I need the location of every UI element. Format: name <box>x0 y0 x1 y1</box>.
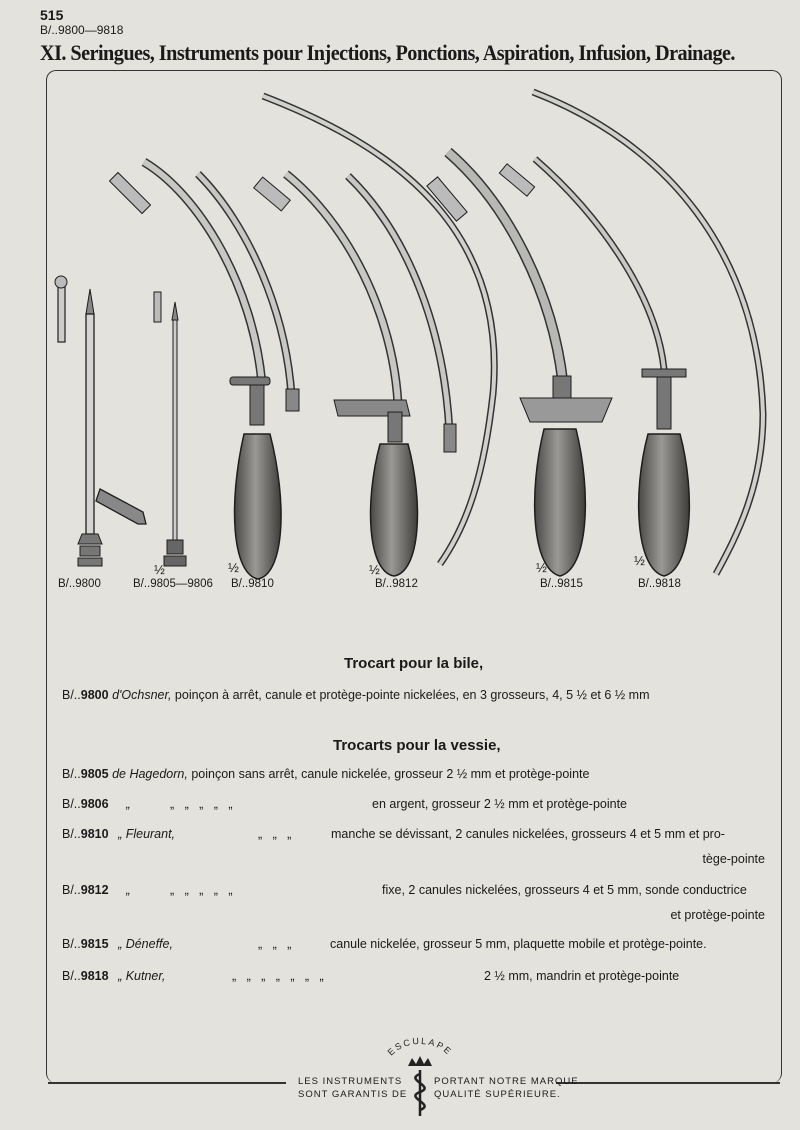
entry-prefix: B/.. <box>62 688 81 702</box>
footer-rule-right <box>556 1082 780 1084</box>
entry-name: de Hagedorn, <box>112 767 188 781</box>
entry-name: „ <box>126 797 131 811</box>
figure-label-9812: B/..9812 <box>375 578 418 590</box>
crown-icon <box>408 1056 432 1066</box>
entry-description: poinçon sans arrêt, canule nickelée, grosseur 2 ½ mm et protège-pointe <box>191 767 590 781</box>
entry-prefix: B/.. <box>62 797 81 811</box>
catalog-entry-9805 <box>62 767 589 781</box>
half-size-mark: ½ <box>228 560 239 575</box>
ditto-marks: „ „ „ <box>258 937 292 951</box>
entry-code: 9812 <box>80 883 109 897</box>
half-size-mark: ½ <box>369 562 380 577</box>
figure-label-9805: B/..9805—9806 <box>133 578 213 590</box>
footer-left-line1: LES INSTRUMENTS <box>298 1076 403 1087</box>
figure-label-9800: B/..9800 <box>58 578 101 590</box>
entry-code: 9818 <box>80 969 109 983</box>
catalog-entry-9812 <box>62 883 130 897</box>
half-size-mark: ½ <box>154 562 165 577</box>
caduceus-icon <box>415 1070 424 1116</box>
entry-name: „ Déneffe, <box>118 937 173 951</box>
entry-code: 9806 <box>80 797 109 811</box>
entry-code: 9810 <box>80 827 109 841</box>
catalog-entry-9800 <box>62 688 650 702</box>
figure-label-9818: B/..9818 <box>638 578 681 590</box>
catalog-entry-9806 <box>62 797 130 811</box>
catalog-entry-9810 <box>62 827 175 841</box>
trocar-9805-drawing <box>154 292 186 566</box>
ditto-marks: „ „ „ „ „ <box>170 797 233 811</box>
entry-description-continued: tège-pointe <box>702 852 765 866</box>
entry-prefix: B/.. <box>62 883 81 897</box>
half-size-mark: ½ <box>634 553 645 568</box>
entry-prefix: B/.. <box>62 827 81 841</box>
ditto-marks: „ „ „ <box>258 827 292 841</box>
entry-code: 9815 <box>80 937 109 951</box>
page-number: 515 <box>40 7 64 23</box>
footer-right-line1: PORTANT NOTRE MARQUE <box>434 1076 579 1087</box>
entry-name: „ Kutner, <box>118 969 166 983</box>
entry-description: fixe, 2 canules nickelées, grosseurs 4 et 5 mm, sonde conductrice <box>382 883 747 897</box>
entry-name: d'Ochsner, <box>112 688 172 702</box>
instruments-illustration <box>48 84 768 594</box>
ditto-marks: „ „ „ „ „ <box>170 883 233 897</box>
footer-right-line2: QUALITÉ SUPÉRIEURE. <box>434 1089 561 1100</box>
section-title: XI. Seringues, Instruments pour Injections, Ponctions, Aspiration, Infusion, Drainage. <box>40 40 735 65</box>
entry-description: poinçon à arrêt, canule et protège-pointe nickelées, en 3 grosseurs, 4, 5 ½ et 6 ½ mm <box>174 688 650 702</box>
entry-description: en argent, grosseur 2 ½ mm et protège-pointe <box>372 797 628 811</box>
entry-code: 9805 <box>80 767 109 781</box>
entry-name: „ Fleurant, <box>118 827 176 841</box>
brand-name: ESCULAPE <box>385 1036 455 1058</box>
bile-section-title: Trocart pour la bile, <box>344 655 484 672</box>
vessie-section-title: Trocarts pour la vessie, <box>333 737 501 754</box>
footer-rule-left <box>48 1082 286 1084</box>
entry-prefix: B/.. <box>62 969 81 983</box>
entry-description: 2 ½ mm, mandrin et protège-pointe <box>484 969 680 983</box>
catalog-entry-9818 <box>62 969 165 983</box>
figure-label-9810: B/..9810 <box>231 578 274 590</box>
entry-description: manche se dévissant, 2 canules nickelées, grosseurs 4 et 5 mm et pro- <box>331 827 725 841</box>
entry-name: „ <box>126 883 131 897</box>
catalog-entry-9815 <box>62 937 173 951</box>
ditto-marks: „ „ „ „ „ „ „ <box>232 969 324 983</box>
footer-left-line2: SONT GARANTIS DE <box>298 1089 408 1100</box>
svg-text:ESCULAPE <box>386 1036 455 1057</box>
entry-description: canule nickelée, grosseur 5 mm, plaquette mobile et protège-pointe. <box>330 937 707 951</box>
entry-description-continued: et protège-pointe <box>670 908 765 922</box>
entry-prefix: B/.. <box>62 767 81 781</box>
trocar-9815-drawing <box>427 152 612 576</box>
page-range: B/..9800—9818 <box>40 23 124 37</box>
figure-label-9815: B/..9815 <box>540 578 583 590</box>
half-size-mark: ½ <box>536 560 547 575</box>
trocar-9800-drawing <box>55 276 146 566</box>
entry-prefix: B/.. <box>62 937 81 951</box>
entry-code: 9800 <box>80 688 109 702</box>
